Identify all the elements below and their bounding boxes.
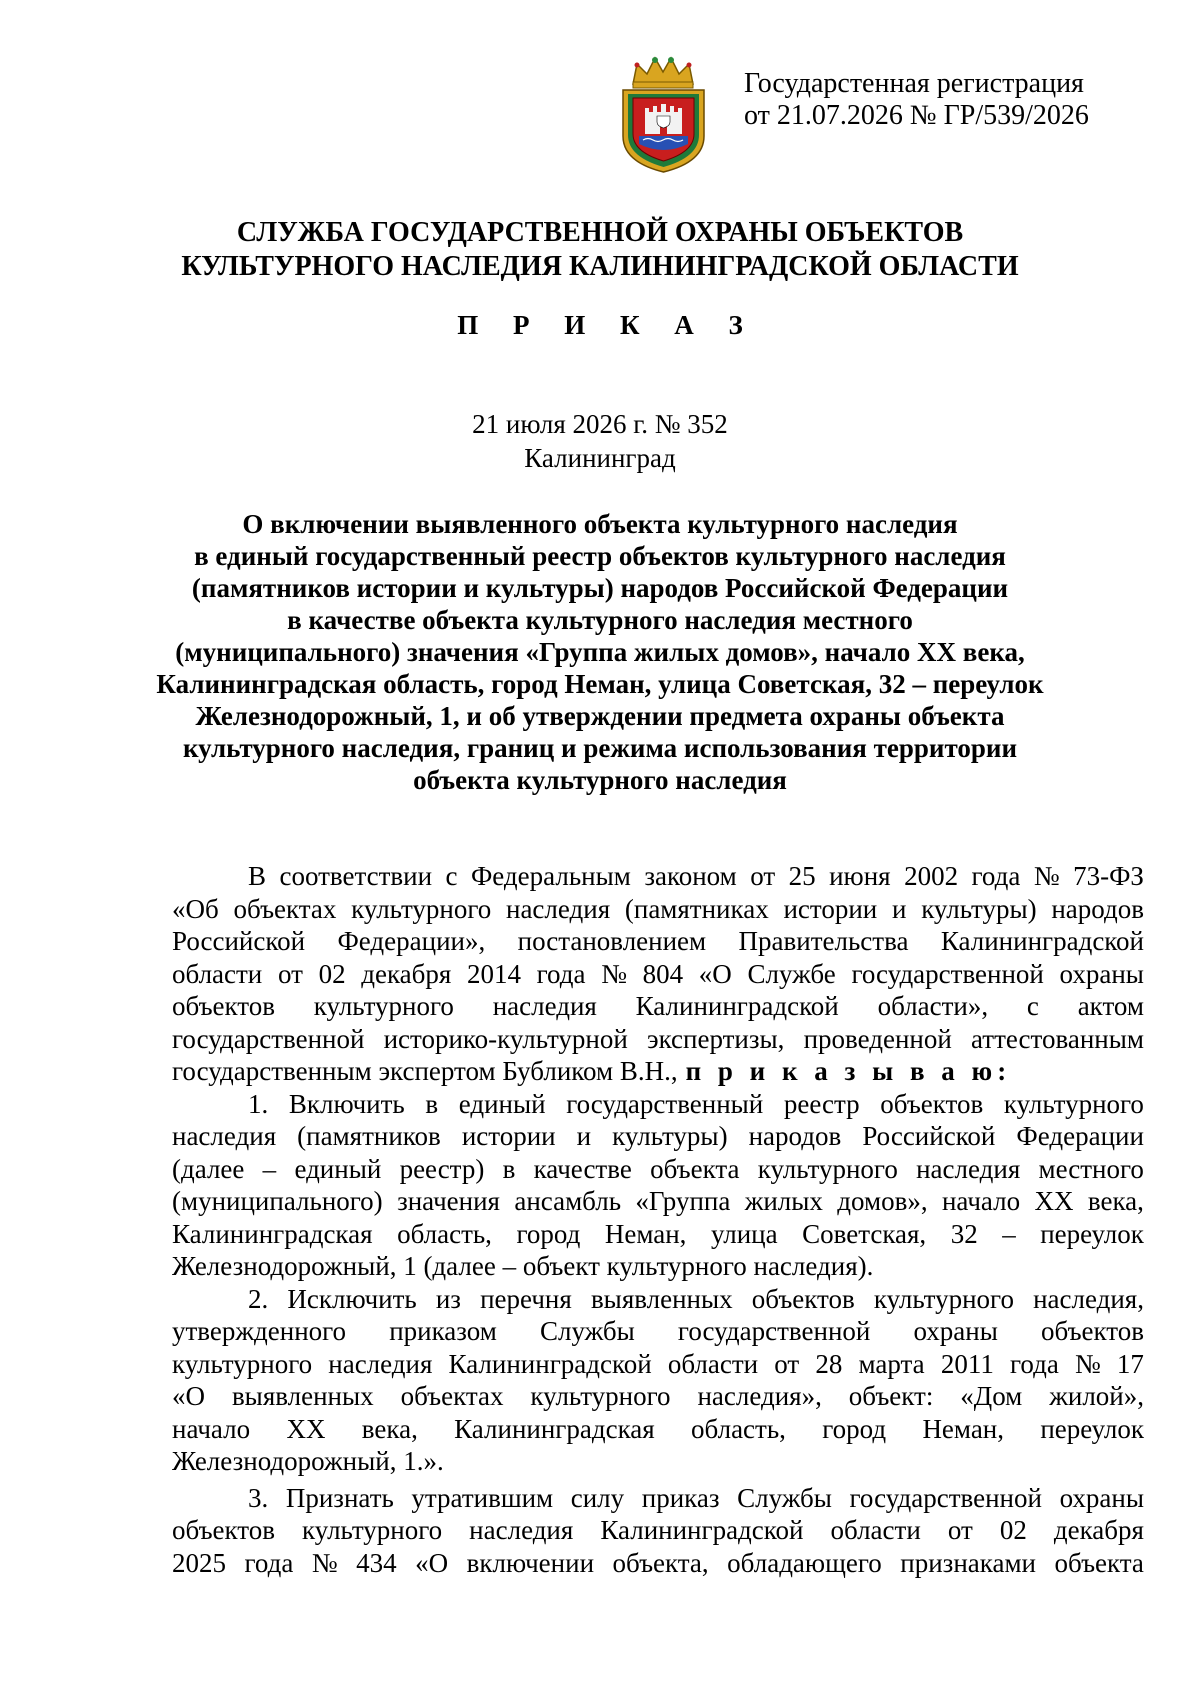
word: наследия xyxy=(328,1348,433,1379)
word: включении xyxy=(466,1547,595,1578)
body-line xyxy=(172,958,1144,991)
word: государственный xyxy=(566,1088,764,1119)
word: Неман, xyxy=(604,1218,687,1249)
word: «О xyxy=(698,958,732,989)
word: местного xyxy=(1038,1153,1144,1184)
word: наследия, xyxy=(1033,1283,1144,1314)
word: культурного xyxy=(172,1348,313,1379)
word: года xyxy=(536,958,586,989)
word: № xyxy=(601,958,627,989)
word: Правительства xyxy=(738,926,909,956)
word: (далее xyxy=(172,1153,245,1184)
word: XX xyxy=(286,1413,326,1444)
word: культурного xyxy=(873,1283,1014,1314)
word: Неман, xyxy=(922,1413,1005,1444)
word: экспертизы, xyxy=(647,1023,785,1054)
word: от xyxy=(774,1348,800,1379)
word: наследия xyxy=(492,991,597,1021)
word: Калининградской xyxy=(940,926,1144,956)
word: объектов xyxy=(172,991,275,1021)
word: признаками xyxy=(900,1547,1036,1578)
order-word: п р и к а з ы в а ю: xyxy=(685,1056,1012,1086)
word: область, xyxy=(691,1413,786,1444)
word: культурного xyxy=(530,1381,671,1411)
word: марта xyxy=(858,1348,925,1379)
word: «Группа xyxy=(635,1186,731,1216)
word: Калининградской xyxy=(600,1515,804,1545)
document-body xyxy=(172,860,1144,1579)
body-line xyxy=(172,1218,1144,1251)
subject-line: (памятников истории и культуры) народов Российской Федерации xyxy=(191,573,1009,603)
word: – xyxy=(262,1153,277,1184)
registration-line-1: Государстенная регистрация xyxy=(744,68,1084,99)
word: наследия xyxy=(916,1153,1021,1184)
word: объекта, xyxy=(612,1547,709,1578)
word: от xyxy=(750,861,776,891)
body-line xyxy=(172,1088,1144,1121)
body-line xyxy=(172,1445,1144,1478)
word: актом xyxy=(1077,991,1144,1021)
word: № xyxy=(311,1547,338,1578)
document-date-number: 21 июля 2026 г. № 352 xyxy=(472,409,728,439)
word: Калининградская xyxy=(454,1413,655,1444)
subject-line: Калининградская область, город Неман, улица Советская, 32 – переулок xyxy=(156,669,1044,699)
agency-name-line-2: КУЛЬТУРНОГО НАСЛЕДИЯ КАЛИНИНГРАДСКОЙ ОБЛАСТИ xyxy=(181,251,1019,282)
word: выявленных xyxy=(590,1283,733,1314)
document-city: Калининград xyxy=(524,443,676,473)
preamble-paragraph xyxy=(172,860,1144,1088)
body-line-text: Железнодорожный, 1.». xyxy=(172,1446,444,1476)
word: охраны xyxy=(1059,958,1144,989)
word: качестве xyxy=(533,1153,632,1184)
word: области xyxy=(830,1515,921,1545)
word: 28 xyxy=(815,1348,843,1379)
word: объектов xyxy=(751,1283,855,1314)
word: Службе xyxy=(747,958,836,989)
subject-line: культурного наследия, границ и режима использования территории xyxy=(182,733,1018,763)
registration-line-2: от 21.07.2026 № ГР/539/2026 xyxy=(744,100,1089,131)
body-line xyxy=(172,1315,1144,1348)
word: – xyxy=(1002,1218,1016,1249)
word: охраны xyxy=(913,1316,998,1346)
word: культурного xyxy=(313,991,454,1021)
word: Федерации xyxy=(1016,1121,1144,1151)
subject-line: в качестве объекта культурного наследия местного xyxy=(287,605,913,635)
kaliningrad-coat-of-arms-icon xyxy=(617,56,710,174)
word: (памятниках xyxy=(624,893,769,924)
word: Признать xyxy=(285,1482,394,1513)
agency-name xyxy=(0,216,1200,284)
word: декабря xyxy=(1053,1515,1144,1545)
word: В xyxy=(248,861,267,891)
word: истории xyxy=(783,893,878,924)
word: культурного xyxy=(757,1153,898,1184)
word: объекта xyxy=(1054,1547,1144,1578)
word: домов», xyxy=(837,1186,928,1216)
body-line xyxy=(172,1482,1144,1515)
word: 2025 xyxy=(172,1547,226,1578)
word: объектов xyxy=(880,1088,984,1119)
word: силу xyxy=(570,1482,625,1513)
body-line xyxy=(172,1250,1144,1283)
word: охраны xyxy=(1059,1482,1144,1513)
word: и xyxy=(891,893,907,924)
body-line xyxy=(172,1283,1144,1316)
body-line xyxy=(172,925,1144,958)
word: 32 xyxy=(950,1218,978,1249)
word: реестр xyxy=(783,1088,860,1119)
word: начало xyxy=(172,1413,251,1444)
word: жилой», xyxy=(1049,1381,1144,1411)
word: приказом xyxy=(389,1316,497,1346)
word: 17 xyxy=(1116,1348,1144,1379)
word: значения xyxy=(397,1186,500,1216)
word: единый xyxy=(458,1088,546,1119)
word: от xyxy=(947,1515,973,1545)
word: Федеральным xyxy=(470,861,631,891)
word: 25 xyxy=(788,861,816,891)
word: объектах xyxy=(400,1381,504,1411)
body-line xyxy=(172,860,1144,893)
document-type: П Р И К А З xyxy=(457,310,757,340)
body-line xyxy=(172,1153,1144,1186)
word: года xyxy=(244,1547,294,1578)
body-line xyxy=(172,1413,1144,1446)
word: наследия xyxy=(506,893,611,924)
agency-name-line-1: СЛУЖБА ГОСУДАРСТВЕННОЙ ОХРАНЫ ОБЪЕКТОВ xyxy=(236,217,964,248)
word: «Дом xyxy=(960,1381,1023,1411)
word: 1. xyxy=(248,1088,269,1119)
word: область, xyxy=(397,1218,492,1249)
word: Службы xyxy=(539,1316,635,1346)
item-2-paragraph xyxy=(172,1283,1144,1478)
word: начало xyxy=(941,1186,1021,1216)
word: наследия xyxy=(172,1121,277,1151)
word: Калининградской xyxy=(635,991,839,1021)
body-line xyxy=(172,1348,1144,1381)
subject-line: (муниципального) значения «Группа жилых домов», начало XX века, xyxy=(175,637,1025,667)
body-line-text: Железнодорожный, 1 (далее – объект культурного наследия). xyxy=(172,1251,874,1281)
word: в xyxy=(425,1088,439,1119)
body-line xyxy=(172,1120,1144,1153)
word: Исключить xyxy=(287,1283,417,1314)
word: июня xyxy=(829,861,891,891)
word: культурного xyxy=(1003,1088,1144,1119)
word: народов xyxy=(1051,893,1144,924)
subject-line: О включении выявленного объекта культурного наследия xyxy=(242,509,958,539)
word: Калининградской xyxy=(448,1348,652,1379)
word: декабря xyxy=(361,958,452,989)
word: утратившим xyxy=(411,1482,554,1513)
word: культурного xyxy=(351,893,492,924)
word: объектах xyxy=(233,893,337,924)
body-line xyxy=(172,1380,1144,1413)
preamble-last-text: государственным экспертом Бубликом В.Н., xyxy=(172,1056,678,1086)
word: Советская, xyxy=(802,1218,927,1249)
word: наследия», xyxy=(697,1381,822,1411)
word: Федерации», xyxy=(337,926,486,956)
body-line xyxy=(172,1023,1144,1056)
word: культуры) xyxy=(921,893,1037,924)
word: области xyxy=(172,958,263,989)
word: XX xyxy=(1034,1186,1074,1216)
word: № xyxy=(1033,861,1060,891)
word: объекта xyxy=(650,1153,740,1184)
word: 2002 xyxy=(904,861,959,891)
word: года xyxy=(1009,1348,1059,1379)
word: «Об xyxy=(172,893,219,924)
word: в xyxy=(502,1153,516,1184)
body-line xyxy=(172,1185,1144,1218)
word: объектов xyxy=(1041,1316,1144,1346)
word: наследия xyxy=(469,1515,574,1545)
word: аттестованным xyxy=(971,1023,1144,1054)
word: приказ xyxy=(641,1482,720,1513)
body-line xyxy=(172,1514,1144,1547)
word: реестр) xyxy=(399,1153,485,1184)
word: из xyxy=(435,1283,461,1314)
word: государственной xyxy=(172,1023,365,1054)
word: законом xyxy=(644,861,737,891)
word: единый xyxy=(294,1153,382,1184)
subject-line: объекта культурного наследия xyxy=(413,765,787,795)
word: государственной xyxy=(849,1482,1042,1513)
word: ансамбль xyxy=(514,1186,622,1216)
word: выявленных xyxy=(231,1381,374,1411)
word: государственной xyxy=(851,958,1044,989)
body-line xyxy=(172,1055,1144,1088)
word: века, xyxy=(361,1413,418,1444)
document-subject xyxy=(0,508,1200,796)
word: 02 xyxy=(318,958,346,989)
word: государственной xyxy=(677,1316,871,1346)
word: историко-культурной xyxy=(383,1023,628,1054)
word: Включить xyxy=(288,1088,405,1119)
word: город xyxy=(822,1413,887,1444)
word: Службы xyxy=(737,1482,832,1513)
word: перечня xyxy=(480,1283,572,1314)
word: 3. xyxy=(248,1482,269,1513)
word: культурного xyxy=(302,1515,443,1545)
word: объект: xyxy=(848,1381,934,1411)
word: с xyxy=(445,861,458,891)
subject-line: в единый государственный реестр объектов культурного наследия xyxy=(194,541,1006,571)
word: № xyxy=(1075,1348,1101,1379)
word: (муниципального) xyxy=(172,1186,383,1216)
word: области», xyxy=(877,991,989,1021)
word: переулок xyxy=(1040,1218,1144,1249)
word: 2. xyxy=(248,1283,269,1314)
word: обладающего xyxy=(727,1547,882,1578)
word: с xyxy=(1026,991,1039,1021)
word: 804 xyxy=(642,958,684,989)
word: Российской xyxy=(862,1121,996,1151)
subject-line: Железнодорожный, 1, и об утверждении предмета охраны объекта xyxy=(195,701,1005,731)
word: утвержденного xyxy=(172,1316,347,1346)
word: от xyxy=(277,958,303,989)
body-line xyxy=(172,893,1144,926)
word: Калининградская xyxy=(172,1218,373,1249)
word: соответствии xyxy=(279,861,433,891)
word: области xyxy=(667,1348,759,1379)
word: 2014 xyxy=(466,958,521,989)
word: переулок xyxy=(1040,1413,1144,1444)
word: 2011 xyxy=(940,1348,994,1379)
body-line xyxy=(172,1547,1144,1580)
word: и xyxy=(576,1121,592,1151)
item-3-paragraph xyxy=(172,1482,1144,1580)
word: объектов xyxy=(172,1515,275,1545)
body-line xyxy=(172,990,1144,1023)
word: истории xyxy=(461,1121,556,1151)
word: жилых xyxy=(744,1186,823,1216)
word: года xyxy=(971,861,1021,891)
word: улица xyxy=(710,1218,778,1249)
item-1-paragraph xyxy=(172,1088,1144,1283)
word: (памятников xyxy=(297,1121,441,1151)
word: «О xyxy=(172,1381,205,1411)
word: город xyxy=(516,1218,581,1249)
registration-stamp xyxy=(744,68,1164,132)
word: 02 xyxy=(999,1515,1027,1545)
word: века, xyxy=(1087,1186,1144,1216)
word: культуры) xyxy=(612,1121,728,1151)
word: проведенной xyxy=(803,1023,952,1054)
word: 434 xyxy=(356,1547,397,1578)
word: постановлением xyxy=(517,926,707,956)
word: народов xyxy=(748,1121,842,1151)
word: Российской xyxy=(172,926,306,956)
word: «О xyxy=(415,1547,449,1578)
word: 73-ФЗ xyxy=(1073,861,1144,891)
